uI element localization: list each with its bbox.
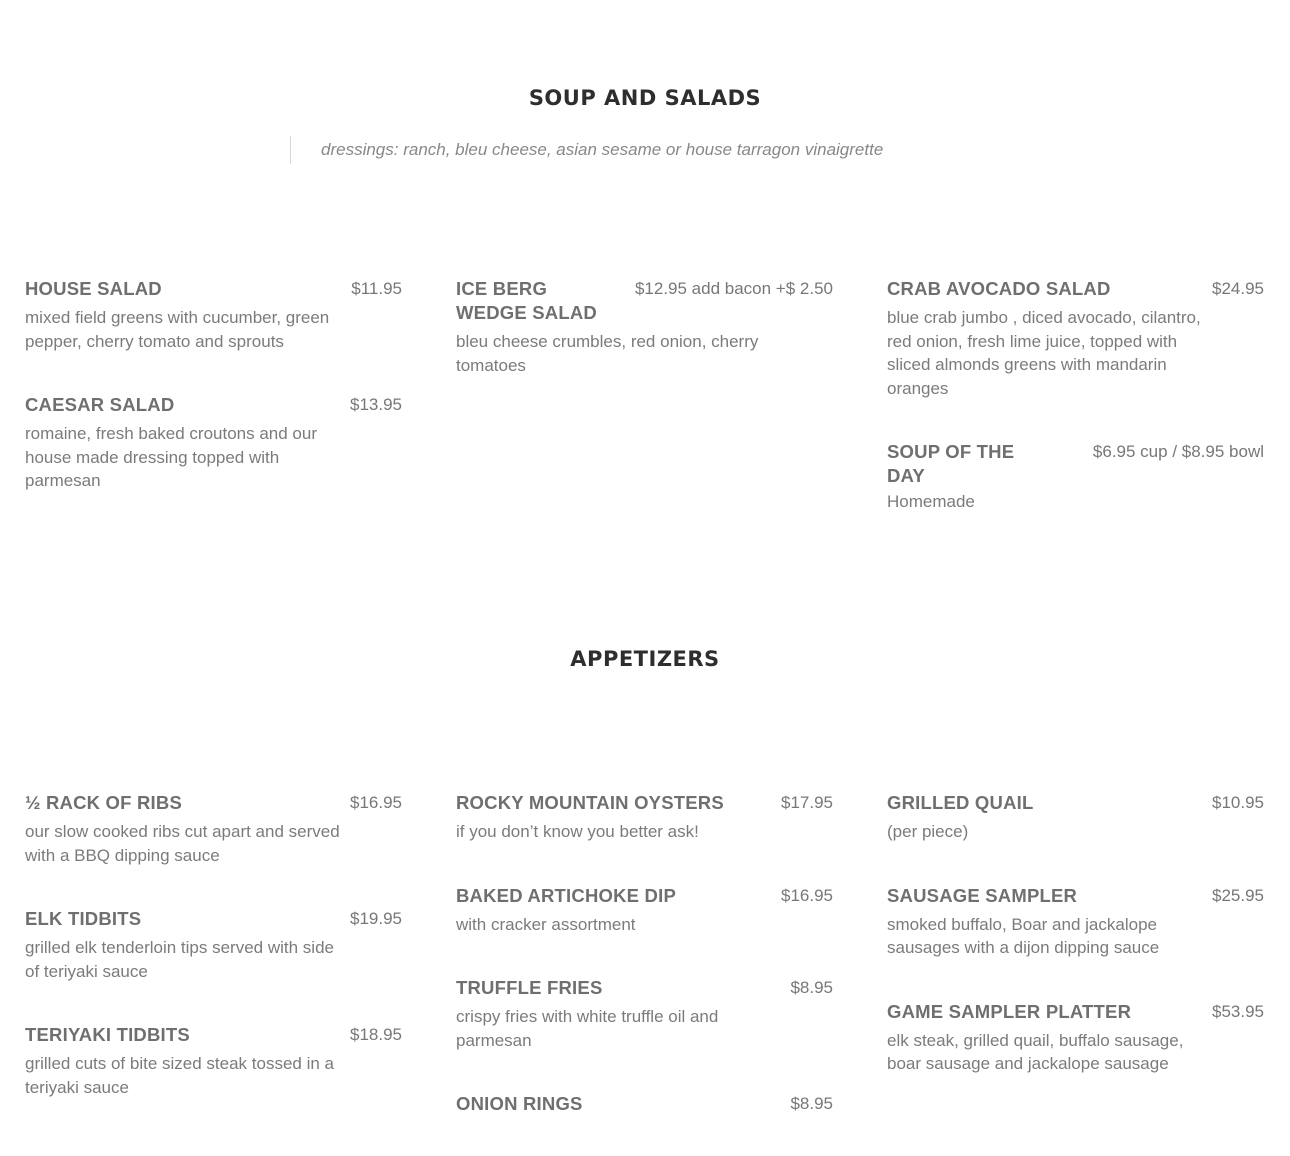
section-title-soup-and-salads: SOUP AND SALADS <box>528 86 762 110</box>
menu-item-description: grilled cuts of bite sized steak tossed in a teriyaki sauce <box>25 1054 334 1097</box>
menu-item-baked-artichoke-dip <box>456 884 833 937</box>
menu-item-price: $16.95 <box>781 885 833 905</box>
menu-item-name: ONION RINGS <box>456 1093 583 1114</box>
menu-item-description: if you don’t know you better ask! <box>456 822 699 841</box>
menu-item-iceberg-wedge-salad <box>456 277 833 377</box>
menu-item-teriyaki-tidbits <box>25 1023 402 1099</box>
appetizers-column-1 <box>25 791 402 1139</box>
menu-item-description: bleu cheese crumbles, red onion, cherry tomatoes <box>456 332 759 375</box>
menu-item-description: grilled elk tenderloin tips served with side of teriyaki sauce <box>25 938 334 981</box>
menu-item-price: $19.95 <box>350 909 402 928</box>
menu-item-name: BAKED ARTICHOKE DIP <box>456 884 676 906</box>
menu-item-price: $24.95 <box>1212 279 1264 298</box>
menu-item-price: $53.95 <box>1212 1001 1264 1021</box>
menu-item-description: our slow cooked ribs cut apart and served with a BBQ dipping sauce <box>25 822 340 865</box>
menu-item-rocky-mountain-oysters <box>456 791 833 844</box>
menu-item-name: GAME SAMPLER PLATTER <box>887 1000 1132 1022</box>
menu-item-price: $25.95 <box>1212 885 1264 905</box>
menu-item-description: with cracker assortment <box>456 914 636 934</box>
soups-column-2 <box>456 277 833 417</box>
menu-item-description: crispy fries with white truffle oil and parmesan <box>456 1007 719 1050</box>
menu-item-name: ICE BERG WEDGE SALAD <box>456 278 597 323</box>
menu-item-game-sampler-platter <box>887 1000 1264 1076</box>
menu-item-name: GRILLED QUAIL <box>887 792 1034 813</box>
menu-item-price: $13.95 <box>350 395 402 414</box>
menu-item-name: TERIYAKI TIDBITS <box>25 1024 190 1045</box>
menu-item-name: CAESAR SALAD <box>25 394 175 415</box>
menu-item-description: Homemade <box>887 492 975 511</box>
menu-item-price: $12.95 add bacon +$ 2.50 <box>634 279 833 298</box>
menu-item-elk-tidbits <box>25 907 402 983</box>
appetizers-column-3 <box>887 791 1264 1116</box>
menu-item-name: SAUSAGE SAMPLER <box>887 884 1078 906</box>
menu-item-description: (per piece) <box>887 822 969 841</box>
menu-item-description: romaine, fresh baked croutons and our house made dressing topped with parmesan <box>25 424 318 490</box>
menu-item-grilled-quail <box>887 791 1264 844</box>
menu-item-price: $17.95 <box>781 793 833 812</box>
menu-item-crab-avocado-salad <box>887 277 1264 400</box>
menu-item-name: ROCKY MOUNTAIN OYSTERS <box>456 792 724 813</box>
soups-column-3 <box>887 277 1264 554</box>
menu-item-name: ELK TIDBITS <box>25 908 142 929</box>
menu-item-description: blue crab jumbo , diced avocado, cilantro, red onion, fresh lime juice, topped with sliced almonds greens with mandarin oranges <box>887 308 1201 398</box>
appetizers-column-2 <box>456 791 833 1156</box>
section-title-appetizers: APPETIZERS <box>570 647 720 671</box>
menu-item-onion-rings <box>456 1092 833 1116</box>
menu-item-sausage-sampler <box>887 884 1264 960</box>
menu-item-price: $16.95 <box>350 793 402 812</box>
menu-item-description: mixed field greens with cucumber, green pepper, cherry tomato and sprouts <box>25 308 330 351</box>
menu-item-house-salad <box>25 277 402 353</box>
menu-item-price: $10.95 <box>1212 793 1264 812</box>
menu-item-price: $6.95 cup / $8.95 bowl <box>1092 442 1264 461</box>
menu-item-name: CRAB AVOCADO SALAD <box>887 278 1111 299</box>
menu-item-description: elk steak, grilled quail, buffalo sausage, boar sausage and jackalope sausage <box>887 1030 1184 1073</box>
menu-item-price: $8.95 <box>790 978 833 997</box>
dressings-note: dressings: ranch, bleu cheese, asian sesame or house tarragon vinaigrette <box>290 136 883 164</box>
menu-item-name: ½ RACK OF RIBS <box>25 792 182 813</box>
soups-column-1 <box>25 277 402 533</box>
menu-item-name: TRUFFLE FRIES <box>456 977 603 998</box>
menu-item-description: smoked buffalo, Boar and jackalope sausages with a dijon dipping sauce <box>887 914 1160 957</box>
menu-item-name: HOUSE SALAD <box>25 278 162 299</box>
menu-item-soup-of-the-day <box>887 440 1264 514</box>
menu-item-price: $18.95 <box>350 1025 402 1044</box>
menu-item-price: $8.95 <box>790 1094 833 1113</box>
menu-item-half-rack-ribs <box>25 791 402 867</box>
menu-item-price: $11.95 <box>351 279 402 298</box>
menu-item-truffle-fries <box>456 976 833 1052</box>
menu-item-name: SOUP OF THE DAY <box>887 441 1015 486</box>
menu-item-caesar-salad <box>25 393 402 493</box>
